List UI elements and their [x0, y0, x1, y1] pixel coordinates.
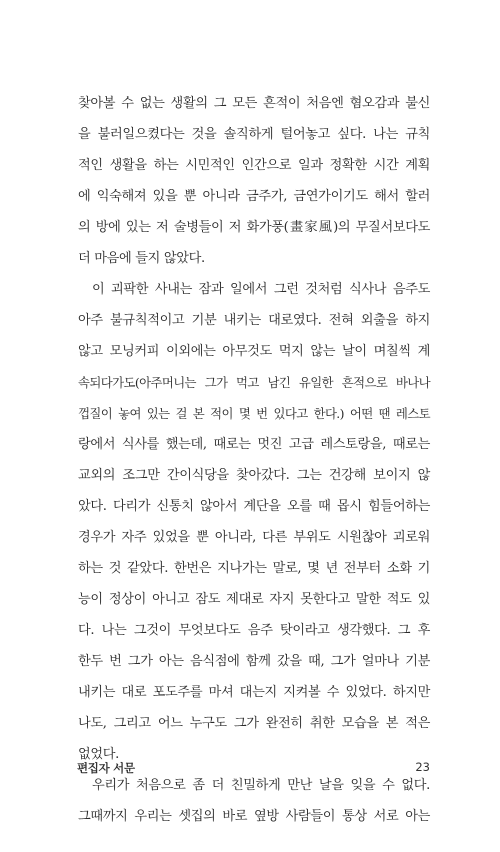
text-line: 의 방에 있는 저 술병들이 저 화가풍(畫家風)의 무질서보다도: [78, 220, 430, 235]
text-line: 능이 정상이 아니고 잠도 제대로 자지 못한다고 말한 적도 있: [78, 592, 430, 607]
text-line: 속되다가도(아주머니는 그가 먹고 남긴 유일한 흔적으로 바나나: [78, 375, 430, 390]
text-line: 적인 생활을 하는 시민적인 인간으로 일과 정확한 시간 계획: [78, 158, 430, 173]
text-line: 내키는 대로 포도주를 마셔 대는지 지켜볼 수 있었다. 하지만: [78, 685, 430, 700]
text-line: 없었다.: [78, 747, 120, 762]
text-line: 그때까지 우리는 셋집의 바로 옆방 사람들이 통상 서로 아는: [78, 809, 430, 824]
text-line: 아주 불규칙적이고 기분 내키는 대로였다. 전혀 외출을 하지: [78, 313, 430, 328]
text-line: 않고 모닝커피 이외에는 아무것도 먹지 않는 날이 며칠씩 계: [78, 344, 430, 359]
text-line: 하는 것 같았다. 한번은 지나가는 말로, 몇 년 전부터 소화 기: [78, 561, 430, 576]
text-line: 랑에서 식사를 했는데, 때로는 멋진 고급 레스토랑을, 때로는: [78, 437, 430, 452]
text-line: 나도, 그리고 어느 누구도 그가 완전히 취한 모습을 본 적은: [78, 716, 430, 731]
text-line: 다. 나는 그것이 무엇보다도 음주 탓이라고 생각했다. 그 후: [78, 623, 430, 638]
text-line: 았다. 다리가 신통치 않아서 계단을 오를 때 몹시 힘들어하는: [78, 499, 430, 514]
text-line: 이 괴팍한 사내는 잠과 일에서 그런 것처럼 식사나 음주도: [92, 282, 430, 297]
page-number: 23: [415, 760, 430, 774]
text-line: 우리가 처음으로 좀 더 친밀하게 만난 날을 잊을 수 없다.: [92, 778, 430, 793]
text-line: 경우가 자주 있었을 뿐 아니라, 다른 부위도 시원찮아 괴로워: [78, 530, 430, 545]
text-line: 교외의 조그만 간이식당을 찾아갔다. 그는 건강해 보이지 않: [78, 468, 430, 483]
text-line: 껍질이 놓여 있는 걸 본 적이 몇 번 있다고 한다.) 어떤 땐 레스토: [78, 406, 430, 421]
text-line: 을 불러일으켰다는 것을 솔직하게 털어놓고 싶다. 나는 규칙: [78, 127, 430, 142]
text-line: 한두 번 그가 아는 음식점에 함께 갔을 때, 그가 얼마나 기분: [78, 654, 430, 669]
running-footer-title: 편집자 서문: [77, 761, 135, 775]
text-line: 더 마음에 들지 않았다.: [78, 251, 205, 266]
text-line: 찾아볼 수 없는 생활의 그 모든 흔적이 처음엔 혐오감과 불신: [78, 96, 430, 111]
text-line: 에 익숙해져 있을 뿐 아니라 금주가, 금연가이기도 해서 할러: [78, 189, 430, 204]
